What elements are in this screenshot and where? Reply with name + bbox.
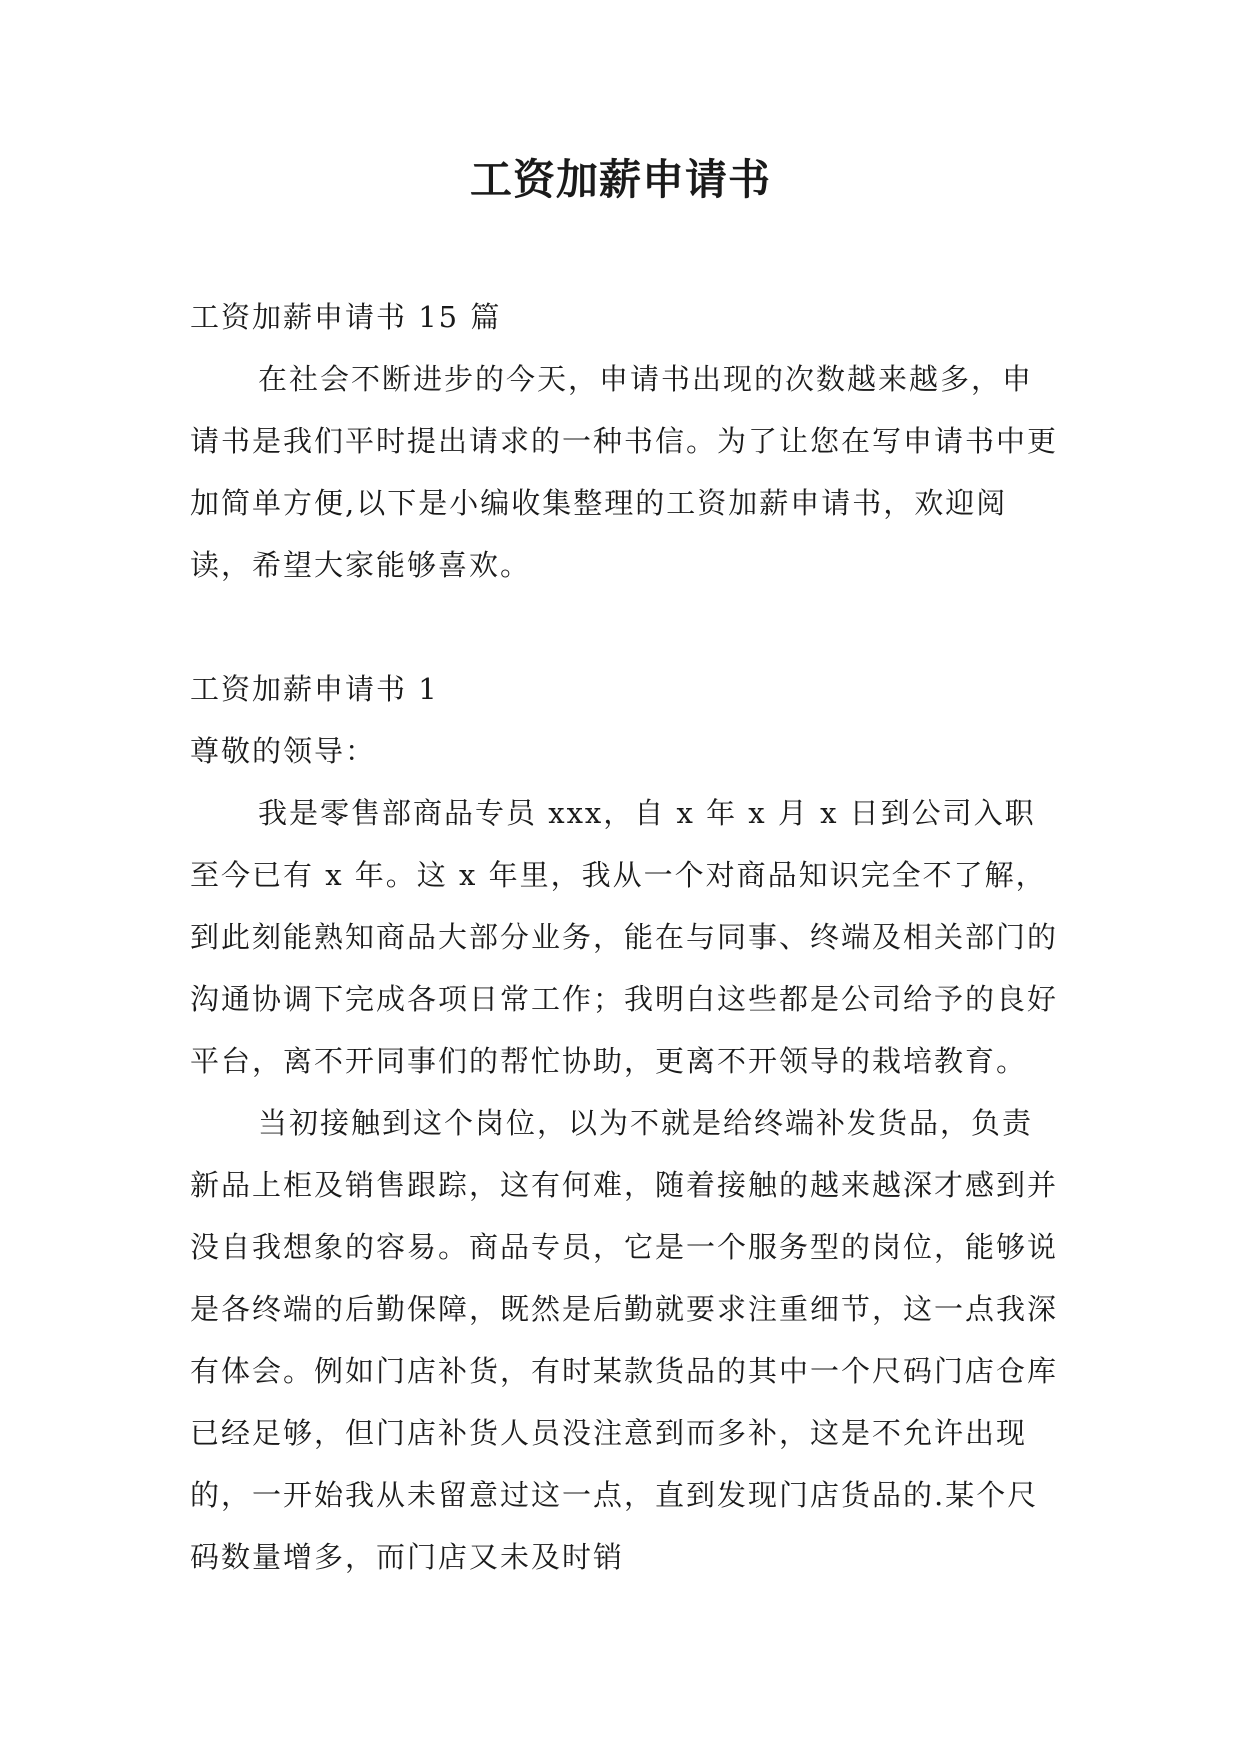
- intro-paragraph: 在社会不断进步的今天，申请书出现的次数越来越多，申请书是我们平时提出请求的一种书信。为了让您在写申请书中更加简单方便,以下是小编收集整理的工资加薪申请书，欢迎阅读，希望大家能够喜欢。: [190, 362, 1059, 582]
- salutation: 尊敬的领导：: [190, 734, 377, 768]
- body-paragraph-1: 我是零售部商品专员 xxx，自 x 年 x 月 x 日到公司入职至今已有 x 年。这 x 年里，我从一个对商品知识完全不了解，到此刻能熟知商品大部分业务，能在与同事、终端及相关部门的沟通协调下完成各项日常工作；我明白这些都是公司给予的良好平台，离不开同事们的帮忙协助，更离不开领导的栽培教育。: [190, 796, 1059, 1078]
- document-subtitle: 工资加薪申请书 15 篇: [190, 300, 502, 334]
- body-paragraph-2: 当初接触到这个岗位，以为不就是给终端补发货品，负责新品上柜及销售跟踪，这有何难，随着接触的越来越深才感到并没自我想象的容易。商品专员，它是一个服务型的岗位，能够说是各终端的后勤保障，既然是后勤就要求注重细节，这一点我深有体会。例如门店补货，有时某款货品的其中一个尺码门店仓库已经足够，但门店补货人员没注意到而多补，这是不允许出现的，一开始我从未留意过这一点，直到发现门店货品的.某个尺码数量增多，而门店又未及时销: [190, 1106, 1059, 1574]
- document-title: 工资加薪申请书: [469, 155, 771, 204]
- paragraph-gap: [190, 596, 1060, 658]
- section-heading: 工资加薪申请书 1: [190, 672, 439, 706]
- document-body: [190, 286, 1060, 1588]
